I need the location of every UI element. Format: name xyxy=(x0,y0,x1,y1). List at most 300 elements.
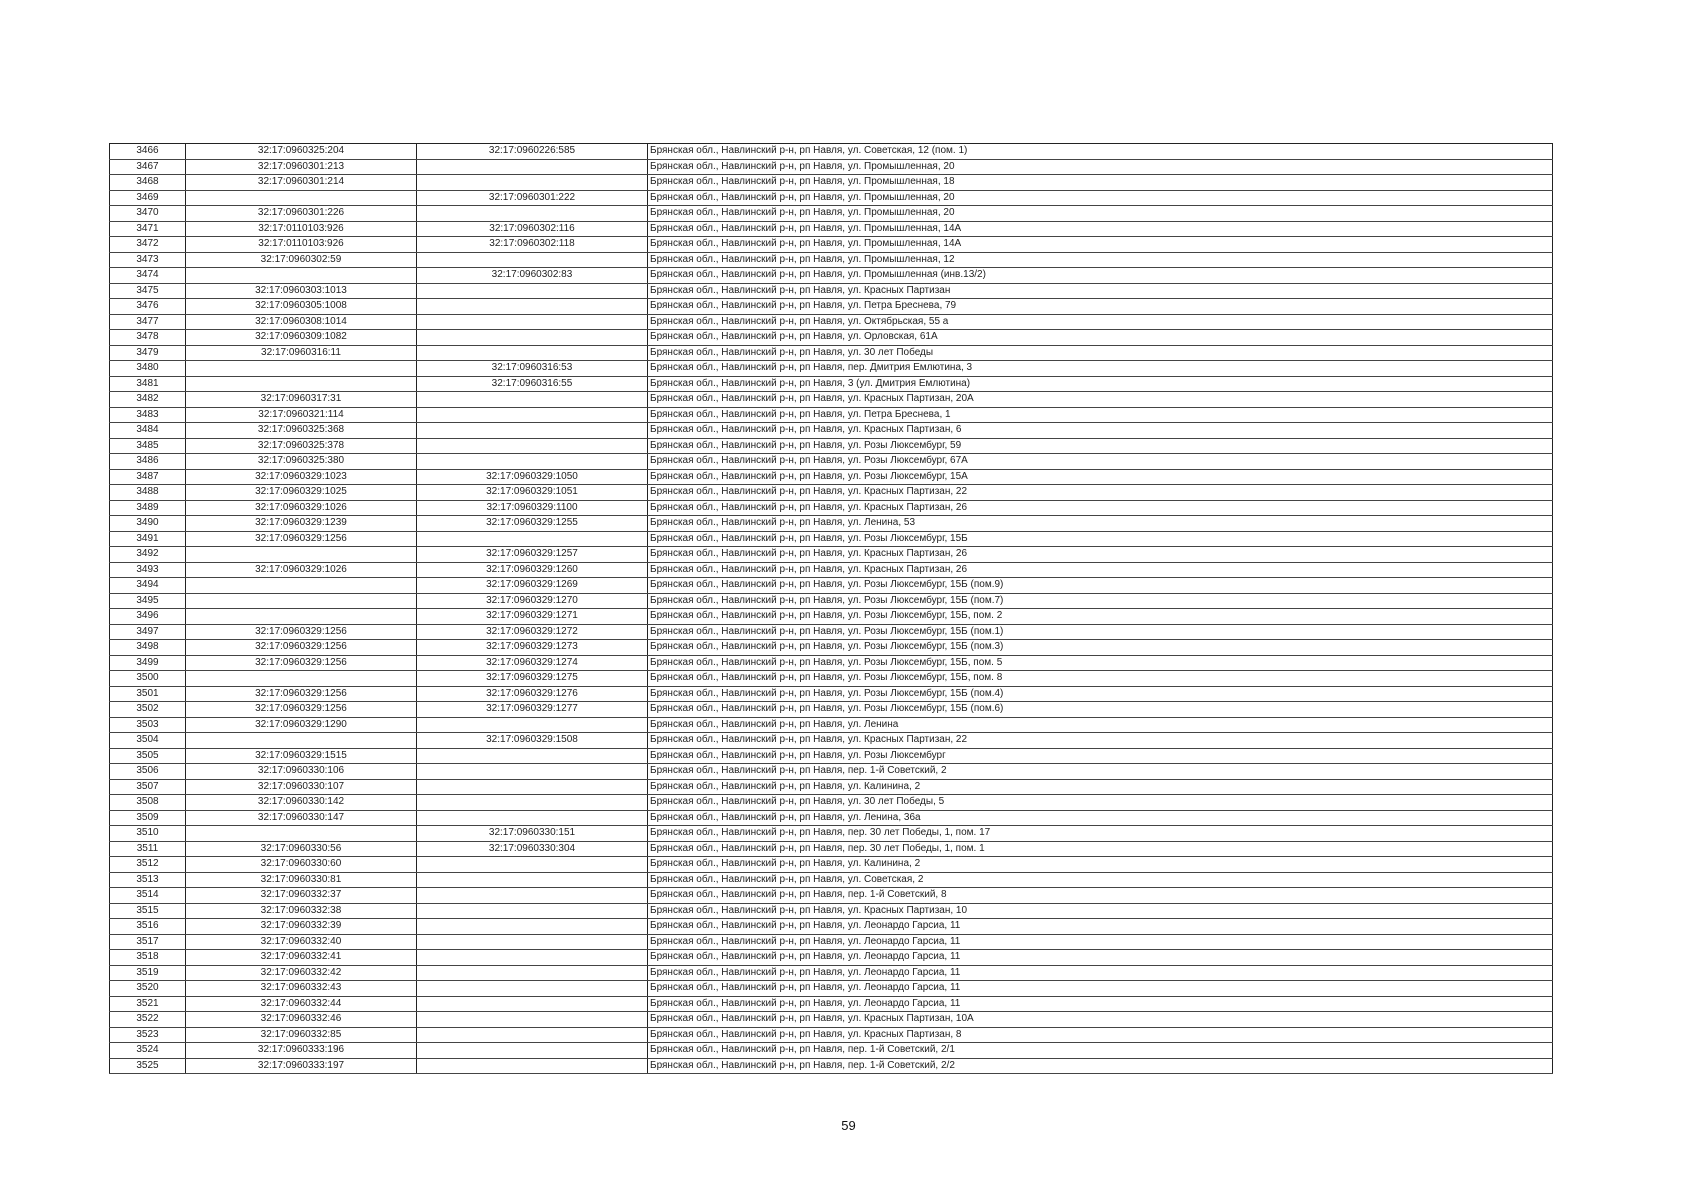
row-number-cell: 3472 xyxy=(110,237,186,253)
row-number-cell: 3524 xyxy=(110,1043,186,1059)
table-row xyxy=(110,485,1553,501)
cadastral-number-cell xyxy=(186,671,417,687)
related-cadastral-number-cell xyxy=(417,454,648,470)
related-cadastral-number-cell xyxy=(417,1058,648,1074)
address-cell: Брянская обл., Навлинский р-н, рп Навля, пер. 1-й Советский, 2/2 xyxy=(648,1058,1553,1074)
row-number-cell: 3511 xyxy=(110,841,186,857)
address-cell: Брянская обл., Навлинский р-н, рп Навля, ул. Красных Партизан, 22 xyxy=(648,485,1553,501)
cadastral-number-cell xyxy=(186,609,417,625)
address-cell: Брянская обл., Навлинский р-н, рп Навля, ул. Леонардо Гарсиа, 11 xyxy=(648,919,1553,935)
related-cadastral-number-cell xyxy=(417,779,648,795)
address-cell: Брянская обл., Навлинский р-н, рп Навля, ул. Красных Партизан, 6 xyxy=(648,423,1553,439)
cadastral-number-cell xyxy=(186,190,417,206)
address-cell: Брянская обл., Навлинский р-н, рп Навля, ул. Петра Бреснева, 79 xyxy=(648,299,1553,315)
table-row xyxy=(110,795,1553,811)
address-cell: Брянская обл., Навлинский р-н, рп Навля, ул. Розы Люксембург, 15Б, пом. 5 xyxy=(648,655,1553,671)
cadastral-number-cell: 32:17:0960329:1256 xyxy=(186,655,417,671)
row-number-cell: 3495 xyxy=(110,593,186,609)
address-cell: Брянская обл., Навлинский р-н, рп Навля, ул. Леонардо Гарсиа, 11 xyxy=(648,950,1553,966)
table-row xyxy=(110,950,1553,966)
table-row xyxy=(110,221,1553,237)
table-row xyxy=(110,624,1553,640)
table-row xyxy=(110,810,1553,826)
address-cell: Брянская обл., Навлинский р-н, рп Навля, ул. 30 лет Победы xyxy=(648,345,1553,361)
row-number-cell: 3514 xyxy=(110,888,186,904)
related-cadastral-number-cell xyxy=(417,919,648,935)
cadastral-number-cell: 32:17:0960333:197 xyxy=(186,1058,417,1074)
table-row xyxy=(110,516,1553,532)
cadastral-number-cell: 32:17:0960325:378 xyxy=(186,438,417,454)
related-cadastral-number-cell: 32:17:0960329:1273 xyxy=(417,640,648,656)
row-number-cell: 3483 xyxy=(110,407,186,423)
table-row xyxy=(110,345,1553,361)
address-cell: Брянская обл., Навлинский р-н, рп Навля, ул. Калинина, 2 xyxy=(648,779,1553,795)
related-cadastral-number-cell xyxy=(417,810,648,826)
address-cell: Брянская обл., Навлинский р-н, рп Навля, ул. Розы Люксембург, 15Б, пом. 8 xyxy=(648,671,1553,687)
row-number-cell: 3516 xyxy=(110,919,186,935)
cadastral-number-cell: 32:17:0960309:1082 xyxy=(186,330,417,346)
row-number-cell: 3525 xyxy=(110,1058,186,1074)
cadastral-number-cell: 32:17:0960329:1256 xyxy=(186,686,417,702)
related-cadastral-number-cell xyxy=(417,1012,648,1028)
row-number-cell: 3466 xyxy=(110,144,186,160)
table-row xyxy=(110,438,1553,454)
table-row xyxy=(110,609,1553,625)
table-row xyxy=(110,903,1553,919)
table-row xyxy=(110,454,1553,470)
related-cadastral-number-cell xyxy=(417,903,648,919)
address-cell: Брянская обл., Навлинский р-н, рп Навля, ул. Орловская, 61А xyxy=(648,330,1553,346)
cadastral-number-cell: 32:17:0960332:39 xyxy=(186,919,417,935)
row-number-cell: 3510 xyxy=(110,826,186,842)
table-row xyxy=(110,934,1553,950)
table-row xyxy=(110,159,1553,175)
address-cell: Брянская обл., Навлинский р-н, рп Навля, 3 (ул. Дмитрия Емлютина) xyxy=(648,376,1553,392)
row-number-cell: 3471 xyxy=(110,221,186,237)
row-number-cell: 3500 xyxy=(110,671,186,687)
related-cadastral-number-cell: 32:17:0960329:1271 xyxy=(417,609,648,625)
row-number-cell: 3479 xyxy=(110,345,186,361)
related-cadastral-number-cell: 32:17:0960329:1255 xyxy=(417,516,648,532)
address-cell: Брянская обл., Навлинский р-н, рп Навля, ул. Ленина, 36а xyxy=(648,810,1553,826)
related-cadastral-number-cell xyxy=(417,299,648,315)
cadastral-number-cell: 32:17:0960330:142 xyxy=(186,795,417,811)
related-cadastral-number-cell: 32:17:0960330:151 xyxy=(417,826,648,842)
row-number-cell: 3485 xyxy=(110,438,186,454)
table-row xyxy=(110,888,1553,904)
row-number-cell: 3490 xyxy=(110,516,186,532)
cadastral-number-cell xyxy=(186,376,417,392)
address-cell: Брянская обл., Навлинский р-н, рп Навля, ул. Розы Люксембург, 15Б (пом.6) xyxy=(648,702,1553,718)
table-row xyxy=(110,748,1553,764)
related-cadastral-number-cell xyxy=(417,252,648,268)
address-cell: Брянская обл., Навлинский р-н, рп Навля, ул. Красных Партизан, 26 xyxy=(648,500,1553,516)
page-number: 59 xyxy=(841,1118,856,1133)
address-cell: Брянская обл., Навлинский р-н, рп Навля, ул. Розы Люксембург, 67А xyxy=(648,454,1553,470)
row-number-cell: 3480 xyxy=(110,361,186,377)
related-cadastral-number-cell xyxy=(417,748,648,764)
table-row xyxy=(110,330,1553,346)
cadastral-number-cell: 32:17:0960308:1014 xyxy=(186,314,417,330)
related-cadastral-number-cell: 32:17:0960330:304 xyxy=(417,841,648,857)
related-cadastral-number-cell xyxy=(417,965,648,981)
registry-table xyxy=(109,143,1553,1074)
related-cadastral-number-cell xyxy=(417,531,648,547)
cadastral-number-cell: 32:17:0960316:11 xyxy=(186,345,417,361)
row-number-cell: 3481 xyxy=(110,376,186,392)
table-row xyxy=(110,857,1553,873)
cadastral-number-cell: 32:17:0960329:1515 xyxy=(186,748,417,764)
address-cell: Брянская обл., Навлинский р-н, рп Навля, пер. 30 лет Победы, 1, пом. 17 xyxy=(648,826,1553,842)
table-row xyxy=(110,314,1553,330)
address-cell: Брянская обл., Навлинский р-н, рп Навля, ул. Калинина, 2 xyxy=(648,857,1553,873)
row-number-cell: 3512 xyxy=(110,857,186,873)
address-cell: Брянская обл., Навлинский р-н, рп Навля, ул. 30 лет Победы, 5 xyxy=(648,795,1553,811)
related-cadastral-number-cell: 32:17:0960316:53 xyxy=(417,361,648,377)
address-cell: Брянская обл., Навлинский р-н, рп Навля, ул. Леонардо Гарсиа, 11 xyxy=(648,934,1553,950)
row-number-cell: 3502 xyxy=(110,702,186,718)
row-number-cell: 3493 xyxy=(110,562,186,578)
related-cadastral-number-cell xyxy=(417,764,648,780)
table-row xyxy=(110,407,1553,423)
cadastral-number-cell: 32:17:0960325:204 xyxy=(186,144,417,160)
table-row xyxy=(110,826,1553,842)
table-row xyxy=(110,764,1553,780)
address-cell: Брянская обл., Навлинский р-н, рп Навля, ул. Красных Партизан, 10А xyxy=(648,1012,1553,1028)
row-number-cell: 3498 xyxy=(110,640,186,656)
related-cadastral-number-cell xyxy=(417,888,648,904)
address-cell: Брянская обл., Навлинский р-н, рп Навля, ул. Промышленная, 20 xyxy=(648,190,1553,206)
related-cadastral-number-cell: 32:17:0960329:1276 xyxy=(417,686,648,702)
address-cell: Брянская обл., Навлинский р-н, рп Навля, ул. Розы Люксембург, 15Б xyxy=(648,531,1553,547)
cadastral-number-cell: 32:17:0960332:42 xyxy=(186,965,417,981)
related-cadastral-number-cell xyxy=(417,1027,648,1043)
cadastral-number-cell: 32:17:0960329:1239 xyxy=(186,516,417,532)
row-number-cell: 3467 xyxy=(110,159,186,175)
row-number-cell: 3522 xyxy=(110,1012,186,1028)
cadastral-number-cell: 32:17:0960330:107 xyxy=(186,779,417,795)
address-cell: Брянская обл., Навлинский р-н, рп Навля, ул. Промышленная, 18 xyxy=(648,175,1553,191)
table-row xyxy=(110,965,1553,981)
cadastral-number-cell xyxy=(186,593,417,609)
related-cadastral-number-cell xyxy=(417,345,648,361)
related-cadastral-number-cell xyxy=(417,206,648,222)
row-number-cell: 3470 xyxy=(110,206,186,222)
cadastral-number-cell: 32:17:0110103:926 xyxy=(186,221,417,237)
related-cadastral-number-cell: 32:17:0960329:1257 xyxy=(417,547,648,563)
row-number-cell: 3501 xyxy=(110,686,186,702)
cadastral-number-cell: 32:17:0110103:926 xyxy=(186,237,417,253)
row-number-cell: 3521 xyxy=(110,996,186,1012)
row-number-cell: 3492 xyxy=(110,547,186,563)
related-cadastral-number-cell xyxy=(417,438,648,454)
cadastral-number-cell: 32:17:0960329:1026 xyxy=(186,500,417,516)
cadastral-number-cell: 32:17:0960305:1008 xyxy=(186,299,417,315)
address-cell: Брянская обл., Навлинский р-н, рп Навля, ул. Промышленная, 14А xyxy=(648,221,1553,237)
related-cadastral-number-cell: 32:17:0960329:1274 xyxy=(417,655,648,671)
cadastral-number-cell: 32:17:0960330:106 xyxy=(186,764,417,780)
address-cell: Брянская обл., Навлинский р-н, рп Навля, ул. Красных Партизан, 22 xyxy=(648,733,1553,749)
cadastral-number-cell: 32:17:0960329:1256 xyxy=(186,640,417,656)
table-row xyxy=(110,593,1553,609)
table-row xyxy=(110,702,1553,718)
related-cadastral-number-cell xyxy=(417,392,648,408)
address-cell: Брянская обл., Навлинский р-н, рп Навля, ул. Розы Люксембург, 15Б (пом.3) xyxy=(648,640,1553,656)
address-cell: Брянская обл., Навлинский р-н, рп Навля, ул. Ленина, 53 xyxy=(648,516,1553,532)
cadastral-number-cell: 32:17:0960301:226 xyxy=(186,206,417,222)
related-cadastral-number-cell xyxy=(417,857,648,873)
cadastral-number-cell: 32:17:0960317:31 xyxy=(186,392,417,408)
cadastral-number-cell: 32:17:0960332:38 xyxy=(186,903,417,919)
row-number-cell: 3506 xyxy=(110,764,186,780)
related-cadastral-number-cell: 32:17:0960226:585 xyxy=(417,144,648,160)
address-cell: Брянская обл., Навлинский р-н, рп Навля, ул. Розы Люксембург, 59 xyxy=(648,438,1553,454)
row-number-cell: 3504 xyxy=(110,733,186,749)
table-row xyxy=(110,423,1553,439)
related-cadastral-number-cell xyxy=(417,981,648,997)
table-row xyxy=(110,376,1553,392)
related-cadastral-number-cell xyxy=(417,423,648,439)
table-row xyxy=(110,919,1553,935)
row-number-cell: 3489 xyxy=(110,500,186,516)
address-cell: Брянская обл., Навлинский р-н, рп Навля, ул. Промышленная, 14А xyxy=(648,237,1553,253)
cadastral-number-cell: 32:17:0960332:44 xyxy=(186,996,417,1012)
table-row xyxy=(110,361,1553,377)
table-row xyxy=(110,531,1553,547)
table-row xyxy=(110,1027,1553,1043)
related-cadastral-number-cell: 32:17:0960302:116 xyxy=(417,221,648,237)
address-cell: Брянская обл., Навлинский р-н, рп Навля, ул. Красных Партизан, 10 xyxy=(648,903,1553,919)
related-cadastral-number-cell: 32:17:0960316:55 xyxy=(417,376,648,392)
address-cell: Брянская обл., Навлинский р-н, рп Навля, пер. 1-й Советский, 2 xyxy=(648,764,1553,780)
cadastral-number-cell: 32:17:0960329:1256 xyxy=(186,531,417,547)
related-cadastral-number-cell xyxy=(417,996,648,1012)
table-row xyxy=(110,144,1553,160)
table-row xyxy=(110,640,1553,656)
address-cell: Брянская обл., Навлинский р-н, рп Навля, ул. Розы Люксембург, 15Б (пом.7) xyxy=(648,593,1553,609)
related-cadastral-number-cell xyxy=(417,950,648,966)
address-cell: Брянская обл., Навлинский р-н, рп Навля, ул. Розы Люксембург xyxy=(648,748,1553,764)
row-number-cell: 3486 xyxy=(110,454,186,470)
row-number-cell: 3469 xyxy=(110,190,186,206)
table-row xyxy=(110,392,1553,408)
row-number-cell: 3477 xyxy=(110,314,186,330)
row-number-cell: 3505 xyxy=(110,748,186,764)
address-cell: Брянская обл., Навлинский р-н, рп Навля, ул. Промышленная, 12 xyxy=(648,252,1553,268)
cadastral-number-cell: 32:17:0960329:1026 xyxy=(186,562,417,578)
cadastral-number-cell: 32:17:0960330:147 xyxy=(186,810,417,826)
table-row xyxy=(110,252,1553,268)
table-row xyxy=(110,547,1553,563)
related-cadastral-number-cell xyxy=(417,407,648,423)
table-row xyxy=(110,655,1553,671)
row-number-cell: 3496 xyxy=(110,609,186,625)
address-cell: Брянская обл., Навлинский р-н, рп Навля, ул. Промышленная, 20 xyxy=(648,159,1553,175)
row-number-cell: 3517 xyxy=(110,934,186,950)
related-cadastral-number-cell xyxy=(417,934,648,950)
table-row xyxy=(110,237,1553,253)
table-row xyxy=(110,206,1553,222)
address-cell: Брянская обл., Навлинский р-н, рп Навля, ул. Розы Люксембург, 15Б (пом.1) xyxy=(648,624,1553,640)
related-cadastral-number-cell xyxy=(417,330,648,346)
cadastral-number-cell: 32:17:0960333:196 xyxy=(186,1043,417,1059)
table-row xyxy=(110,578,1553,594)
cadastral-number-cell: 32:17:0960301:213 xyxy=(186,159,417,175)
row-number-cell: 3482 xyxy=(110,392,186,408)
address-cell: Брянская обл., Навлинский р-н, рп Навля, ул. Леонардо Гарсиа, 11 xyxy=(648,996,1553,1012)
related-cadastral-number-cell: 32:17:0960329:1260 xyxy=(417,562,648,578)
table-row xyxy=(110,996,1553,1012)
cadastral-number-cell xyxy=(186,733,417,749)
address-cell: Брянская обл., Навлинский р-н, рп Навля, ул. Красных Партизан, 26 xyxy=(648,547,1553,563)
related-cadastral-number-cell: 32:17:0960329:1272 xyxy=(417,624,648,640)
table-row xyxy=(110,841,1553,857)
row-number-cell: 3508 xyxy=(110,795,186,811)
row-number-cell: 3474 xyxy=(110,268,186,284)
related-cadastral-number-cell xyxy=(417,795,648,811)
cadastral-number-cell: 32:17:0960329:1290 xyxy=(186,717,417,733)
table-row xyxy=(110,562,1553,578)
cadastral-number-cell xyxy=(186,268,417,284)
address-cell: Брянская обл., Навлинский р-н, рп Навля, ул. Красных Партизан xyxy=(648,283,1553,299)
address-cell: Брянская обл., Навлинский р-н, рп Навля, ул. Промышленная, 20 xyxy=(648,206,1553,222)
cadastral-number-cell xyxy=(186,826,417,842)
cadastral-number-cell: 32:17:0960325:380 xyxy=(186,454,417,470)
row-number-cell: 3475 xyxy=(110,283,186,299)
related-cadastral-number-cell: 32:17:0960329:1050 xyxy=(417,469,648,485)
table-row xyxy=(110,1058,1553,1074)
row-number-cell: 3523 xyxy=(110,1027,186,1043)
row-number-cell: 3473 xyxy=(110,252,186,268)
cadastral-number-cell: 32:17:0960332:85 xyxy=(186,1027,417,1043)
address-cell: Брянская обл., Навлинский р-н, рп Навля, ул. Леонардо Гарсиа, 11 xyxy=(648,981,1553,997)
table-row xyxy=(110,268,1553,284)
table-row xyxy=(110,981,1553,997)
related-cadastral-number-cell xyxy=(417,1043,648,1059)
related-cadastral-number-cell: 32:17:0960302:118 xyxy=(417,237,648,253)
table-row xyxy=(110,500,1553,516)
table-row xyxy=(110,190,1553,206)
address-cell: Брянская обл., Навлинский р-н, рп Навля, ул. Советская, 2 xyxy=(648,872,1553,888)
related-cadastral-number-cell: 32:17:0960329:1277 xyxy=(417,702,648,718)
cadastral-number-cell: 32:17:0960303:1013 xyxy=(186,283,417,299)
address-cell: Брянская обл., Навлинский р-н, рп Навля, ул. Октябрьская, 55 а xyxy=(648,314,1553,330)
table-row xyxy=(110,299,1553,315)
related-cadastral-number-cell xyxy=(417,314,648,330)
row-number-cell: 3509 xyxy=(110,810,186,826)
cadastral-number-cell: 32:17:0960332:46 xyxy=(186,1012,417,1028)
related-cadastral-number-cell xyxy=(417,872,648,888)
cadastral-number-cell: 32:17:0960301:214 xyxy=(186,175,417,191)
row-number-cell: 3494 xyxy=(110,578,186,594)
related-cadastral-number-cell xyxy=(417,175,648,191)
related-cadastral-number-cell: 32:17:0960301:222 xyxy=(417,190,648,206)
related-cadastral-number-cell: 32:17:0960329:1051 xyxy=(417,485,648,501)
table-row xyxy=(110,686,1553,702)
row-number-cell: 3478 xyxy=(110,330,186,346)
table-row xyxy=(110,175,1553,191)
row-number-cell: 3468 xyxy=(110,175,186,191)
related-cadastral-number-cell: 32:17:0960329:1275 xyxy=(417,671,648,687)
cadastral-number-cell: 32:17:0960332:40 xyxy=(186,934,417,950)
cadastral-number-cell: 32:17:0960321:114 xyxy=(186,407,417,423)
address-cell: Брянская обл., Навлинский р-н, рп Навля, пер. Дмитрия Емлютина, 3 xyxy=(648,361,1553,377)
related-cadastral-number-cell xyxy=(417,159,648,175)
row-number-cell: 3476 xyxy=(110,299,186,315)
row-number-cell: 3518 xyxy=(110,950,186,966)
table-row xyxy=(110,671,1553,687)
address-cell: Брянская обл., Навлинский р-н, рп Навля, ул. Красных Партизан, 8 xyxy=(648,1027,1553,1043)
table-row xyxy=(110,1012,1553,1028)
address-cell: Брянская обл., Навлинский р-н, рп Навля, пер. 1-й Советский, 8 xyxy=(648,888,1553,904)
cadastral-number-cell: 32:17:0960330:60 xyxy=(186,857,417,873)
row-number-cell: 3484 xyxy=(110,423,186,439)
cadastral-number-cell: 32:17:0960329:1256 xyxy=(186,702,417,718)
address-cell: Брянская обл., Навлинский р-н, рп Навля, пер. 30 лет Победы, 1, пом. 1 xyxy=(648,841,1553,857)
cadastral-number-cell: 32:17:0960329:1256 xyxy=(186,624,417,640)
table-row xyxy=(110,733,1553,749)
related-cadastral-number-cell xyxy=(417,283,648,299)
address-cell: Брянская обл., Навлинский р-н, рп Навля, ул. Советская, 12 (пом. 1) xyxy=(648,144,1553,160)
cadastral-number-cell: 32:17:0960325:368 xyxy=(186,423,417,439)
table-row xyxy=(110,717,1553,733)
table-row xyxy=(110,1043,1553,1059)
address-cell: Брянская обл., Навлинский р-н, рп Навля, ул. Леонардо Гарсиа, 11 xyxy=(648,965,1553,981)
row-number-cell: 3488 xyxy=(110,485,186,501)
related-cadastral-number-cell: 32:17:0960329:1508 xyxy=(417,733,648,749)
table-row xyxy=(110,469,1553,485)
cadastral-number-cell: 32:17:0960332:41 xyxy=(186,950,417,966)
cadastral-number-cell: 32:17:0960302:59 xyxy=(186,252,417,268)
row-number-cell: 3491 xyxy=(110,531,186,547)
row-number-cell: 3520 xyxy=(110,981,186,997)
cadastral-number-cell: 32:17:0960330:56 xyxy=(186,841,417,857)
address-cell: Брянская обл., Навлинский р-н, рп Навля, ул. Ленина xyxy=(648,717,1553,733)
row-number-cell: 3497 xyxy=(110,624,186,640)
address-cell: Брянская обл., Навлинский р-н, рп Навля, пер. 1-й Советский, 2/1 xyxy=(648,1043,1553,1059)
row-number-cell: 3499 xyxy=(110,655,186,671)
table-row xyxy=(110,779,1553,795)
address-cell: Брянская обл., Навлинский р-н, рп Навля, ул. Красных Партизан, 20А xyxy=(648,392,1553,408)
table-row xyxy=(110,872,1553,888)
address-cell: Брянская обл., Навлинский р-н, рп Навля, ул. Промышленная (инв.13/2) xyxy=(648,268,1553,284)
cadastral-number-cell: 32:17:0960332:43 xyxy=(186,981,417,997)
cadastral-number-cell xyxy=(186,547,417,563)
registry-table-body xyxy=(110,144,1553,1074)
cadastral-number-cell xyxy=(186,578,417,594)
cadastral-number-cell: 32:17:0960329:1023 xyxy=(186,469,417,485)
table-row xyxy=(110,283,1553,299)
address-cell: Брянская обл., Навлинский р-н, рп Навля, ул. Петра Бреснева, 1 xyxy=(648,407,1553,423)
address-cell: Брянская обл., Навлинский р-н, рп Навля, ул. Розы Люксембург, 15Б (пом.9) xyxy=(648,578,1553,594)
cadastral-number-cell: 32:17:0960332:37 xyxy=(186,888,417,904)
cadastral-number-cell: 32:17:0960330:81 xyxy=(186,872,417,888)
related-cadastral-number-cell: 32:17:0960329:1100 xyxy=(417,500,648,516)
address-cell: Брянская обл., Навлинский р-н, рп Навля, ул. Розы Люксембург, 15Б, пом. 2 xyxy=(648,609,1553,625)
address-cell: Брянская обл., Навлинский р-н, рп Навля, ул. Розы Люксембург, 15А xyxy=(648,469,1553,485)
related-cadastral-number-cell: 32:17:0960302:83 xyxy=(417,268,648,284)
related-cadastral-number-cell xyxy=(417,717,648,733)
row-number-cell: 3507 xyxy=(110,779,186,795)
row-number-cell: 3515 xyxy=(110,903,186,919)
row-number-cell: 3487 xyxy=(110,469,186,485)
related-cadastral-number-cell: 32:17:0960329:1269 xyxy=(417,578,648,594)
cadastral-number-cell xyxy=(186,361,417,377)
row-number-cell: 3513 xyxy=(110,872,186,888)
row-number-cell: 3519 xyxy=(110,965,186,981)
row-number-cell: 3503 xyxy=(110,717,186,733)
address-cell: Брянская обл., Навлинский р-н, рп Навля, ул. Розы Люксембург, 15Б (пом.4) xyxy=(648,686,1553,702)
